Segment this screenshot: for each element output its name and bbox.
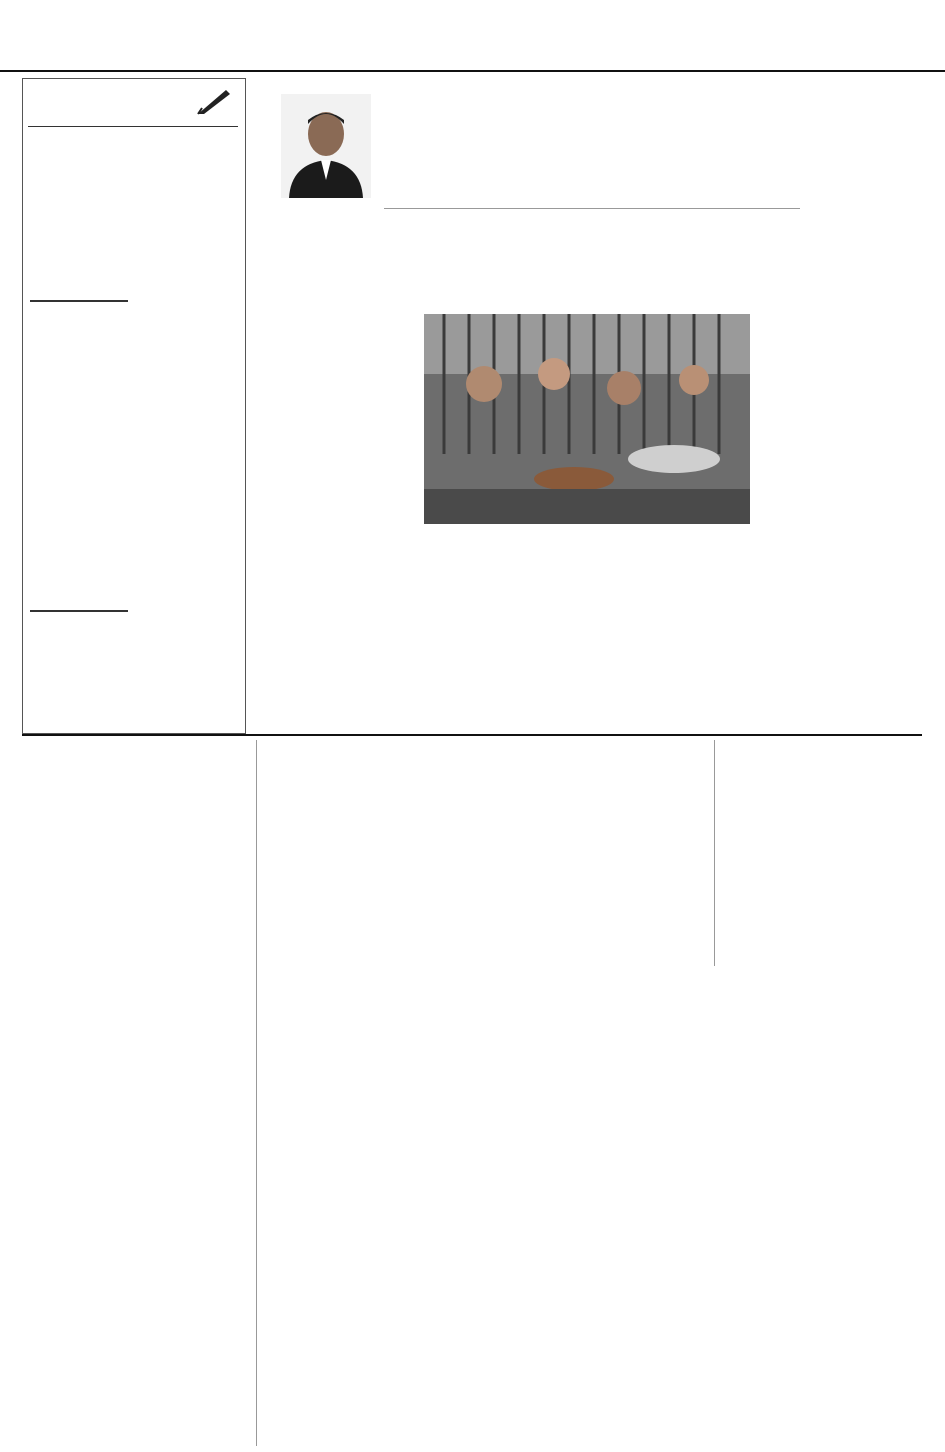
pullquote-rule-bottom [30, 610, 128, 612]
pen-icon [196, 86, 232, 116]
feature-author-rule [384, 208, 800, 209]
masthead [0, 0, 945, 72]
editorial-body-top [30, 176, 238, 292]
editorial-body-bottom [30, 616, 238, 726]
feature-col-1 [256, 236, 416, 526]
news-body-rupganj [28, 770, 250, 896]
fold-rule [22, 734, 922, 736]
news-body-goalanda [400, 1282, 710, 1442]
feature-col-2 [424, 216, 584, 308]
masthead-rule [0, 70, 945, 72]
gaza-photo-caption [426, 528, 748, 608]
netrokona-headline-box [262, 740, 712, 802]
editorial-label-rule [28, 126, 238, 127]
feature-col-3 [590, 216, 750, 308]
feature-col-4 [758, 78, 922, 578]
feature-col-3-lower [590, 612, 750, 728]
news-body-khulna [28, 932, 250, 1172]
col-divider-b [714, 740, 715, 966]
news-body-netrokona [262, 818, 712, 958]
editorial-pullquote [30, 306, 130, 606]
pullquote-rule-top [30, 300, 128, 302]
feature-col-2-lower [424, 612, 584, 728]
editorial-body-right [136, 300, 238, 610]
feature-col-1-lower [256, 528, 416, 728]
feature-col-4-lower [758, 582, 922, 698]
news-body-narsingdi [400, 1016, 710, 1242]
news-body-lakshmipur [28, 1228, 250, 1442]
author-photo [281, 94, 371, 198]
news-body-kendua [262, 1032, 394, 1442]
col-divider-a [256, 740, 257, 1446]
gaza-children-photo [424, 314, 750, 524]
